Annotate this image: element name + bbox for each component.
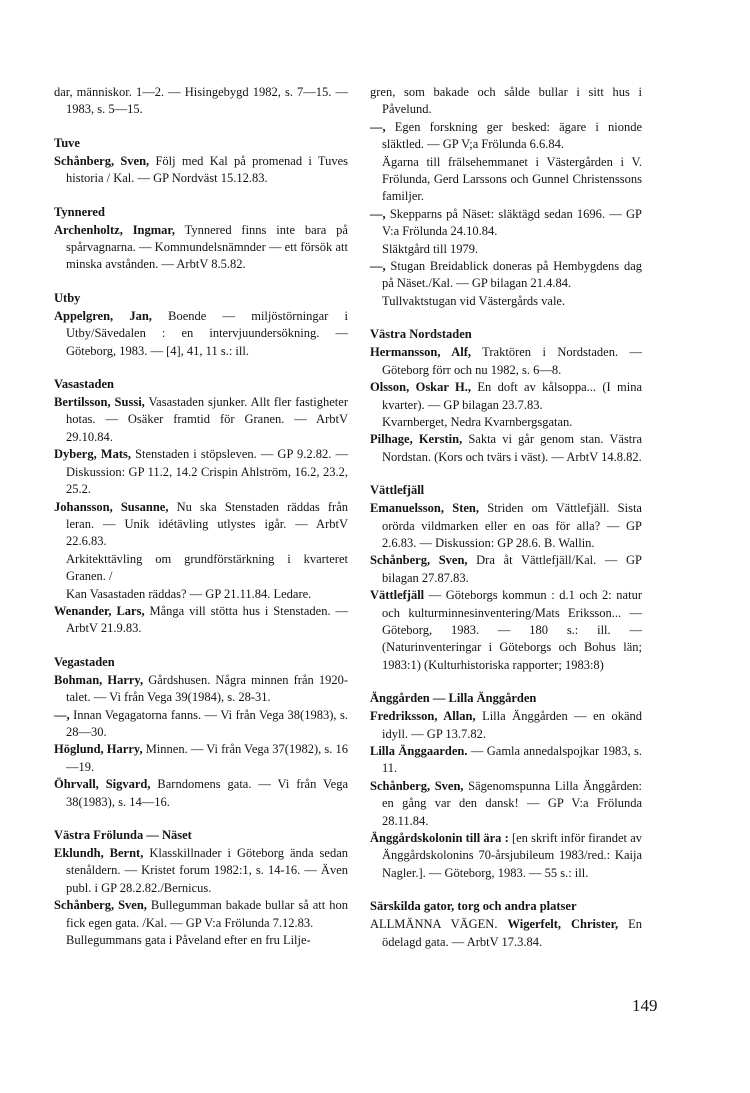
bibliography-section [370,690,642,882]
entry-author: Vättlefjäll [370,588,425,603]
entry-author: Wenander, Lars, [54,603,145,618]
entry-author: Olsson, Oskar H., [370,380,472,395]
entry-note-text: Ägarna till frälsehemmanet i Västergården i V. Frölunda, Gerd Larssons och Gunnel Christenssons familjer. [382,154,642,204]
bibliography-entry [54,776,348,811]
bibliography-entry [54,707,348,742]
entry-author: —, [370,206,386,221]
entry-text: Bullegumman bakade bullar så att hon fick egen gata. /Kal. — GP V:a Frölunda 7.12.83. [66,898,348,930]
bibliography-section [370,326,642,466]
right-column [370,84,642,967]
section-title: Vegastaden [54,654,115,669]
entry-text: dar, människor. 1—2. — Hisingebygd 1982, s. 7—15. — 1983, s. 5—15. [54,85,348,117]
entry-text: Lilla Änggården — en okänd idyll. — GP 13.7.82. [382,709,642,741]
entry-author: Fredriksson, Allan, [370,709,476,724]
left-column [54,84,348,965]
entry-author: Wigerfelt, Christer, [507,917,619,932]
entry-author: Lilla Änggaarden. [370,744,468,758]
entry-text: En ödelagd gata. — ArbtV 17.3.84. [382,917,642,949]
section-title: Utby [54,290,81,305]
entry-author: Archenholtz, Ingmar, [54,222,175,237]
section-title: Änggården — Lilla Änggården [370,691,537,706]
entry-author: Eklundh, Bernt, [54,846,144,860]
section-title: Tuve [54,135,80,150]
entry-author: Pilhage, Kerstin, [370,432,463,447]
entry-note [54,932,348,949]
bibliography-section [54,135,348,188]
section-title: Västra Nordstaden [370,327,472,342]
entry-note-text: Bullegummans gata i Påveland efter en fru Lilje- [66,933,311,948]
entry-text: Boende — miljöstörningar i Utby/Sävedalen : en intervjuundersökning. — Göteborg, 1983. — [4], 41, 11 s.: ill. [66,308,348,358]
entry-author: Schånberg, Sven, [54,153,150,168]
entry-note [54,551,348,586]
entry-author: Appelgren, Jan, [54,308,152,323]
entry-author: Bohman, Harry, [54,672,144,687]
entry-text: Sägenomspunna Lilla Änggården: en gång var den dansk! — GP V:a Frölunda 28.11.84. [382,778,643,828]
bibliography-section [54,376,348,638]
bibliography-entry [370,258,642,293]
entry-text: Många vill stötta hus i Stenstaden. — ArbtV 21.9.83. [66,603,348,636]
section-title: Västra Frölunda — Näset [54,828,192,842]
entry-text: Dra åt Vättlefjäll/Kal. — GP bilagan 27.87.83. [382,553,642,585]
entry-text: Barndomens gata. — Vi från Vega 38(1983), s. 14—16. [66,777,349,809]
entry-author: Änggårdskolonin till ära : [370,831,509,846]
bibliography-entry [370,708,642,743]
entry-text: Innan Vegagatorna fanns. — Vi från Vega 38(1983), s. 28—30. [66,707,348,739]
entry-author: Johansson, Susanne, [54,499,169,514]
entry-author: Hermansson, Alf, [370,345,471,360]
bibliography-entry [370,552,642,587]
bibliography-entry [370,119,642,154]
bibliography-section [54,654,348,811]
bibliography-entry [54,308,348,360]
entry-author: Öhrvall, Sigvard, [54,777,151,792]
entry-text: Minnen. — Vi från Vega 37(1982), s. 16—19. [66,742,349,774]
entry-text: Traktören i Nordstaden. — Göteborg förr och nu 1982, s. 6—8. [382,345,642,377]
entry-text: Egen forskning ger besked: ägare i nionde släktled. — GP V;a Frölunda 6.6.84. [382,119,642,152]
bibliography-entry [54,603,348,638]
bibliography-entry [370,431,642,466]
bibliography-entry [54,672,348,707]
entry-author: Dyberg, Mats, [54,447,131,462]
bibliography-section [54,204,348,274]
bibliography-section [370,84,642,310]
entry-text: Följ med Kal på promenad i Tuves historia / Kal. — GP Nordväst 15.12.83. [66,153,348,186]
bibliography-section [54,827,348,949]
bibliography-section [370,482,642,674]
entry-note-text: Arkitekttävling om grundförstärkning i kvarteret Granen. / [66,551,348,584]
bibliography-entry [54,394,348,446]
bibliography-section [54,84,348,119]
entry-author: Schånberg, Sven, [370,553,468,568]
entry-note-text: Vasastaden räddas? — GP 21.11.84. Ledare. [86,586,312,601]
entry-author: —, [370,119,386,134]
bibliography-entry [54,84,348,119]
entry-author: —, [370,259,386,274]
entry-text: — Göteborgs kommun : d.1 och 2: natur och kulturminnesinventering/Mats Eriksson... — Göteborg, 1983. — 180 s.: ill. — (Naturinventeringar i Göteborgs och Bohus län; 1983:1) (Kulturhistoriska rapporter; 1983:8) [382,588,642,672]
bibliography-entry [54,845,348,897]
entry-text: gren, som bakade och sålde bullar i sitt hus i Påvelund. [370,85,642,117]
entry-author: Höglund, Harry, [54,742,143,757]
entry-text: Stenstaden i stöpsleven. — GP 9.2.82. — Diskussion: GP 11.2, 14.2 Crispin Ahlström, 16.2, 23.2, 25.2. [66,447,348,497]
entry-note-text: Tullvaktstugan vid Västergårds vale. [382,293,566,308]
entry-text: Tynnered finns inte bara på spårvagnarna. — Kommundelsnämnder — ett försök att minska avstånden. — ArbtV 8.5.82. [66,222,348,272]
bibliography-section [54,290,348,360]
bibliography-section [370,898,642,951]
entry-note [370,414,642,431]
entry-text: Skepparns på Näset: släktägd sedan 1696. — GP V:a Frölunda 24.10.84. [382,206,642,239]
entry-text: ALLMÄNNA VÄGEN. [370,917,508,932]
entry-note [370,154,642,206]
entry-note [54,586,348,603]
bibliography-entry [54,153,348,188]
section-title: Vasastaden [54,377,114,392]
bibliography-entry [370,500,642,552]
entry-text: Vasastaden sjunker. Allt fler fastigheter hotas. — Osäker framtid för Granen. — ArbtV 29.10.84. [66,395,348,444]
entry-note [370,241,642,258]
entry-text: — Gamla annedalspojkar 1983, s. 11. [382,744,642,776]
entry-author: —, [54,707,70,722]
entry-text: Klasskillnader i Göteborg ända sedan stenåldern. — Kristet forum 1982:1, s. 14-16. — Även publ. i GP 28.2.82./Bernicus. [66,846,348,895]
page-number: 149 [632,996,658,1015]
bibliography-entry [54,446,348,498]
entry-text: [en skrift inför firandet av Änggårdskolonins 70-årsjubileum 1983/red.: Kaija Nagler.]. — Göteborg, 1983. — 55 s.: ill. [382,831,642,880]
entry-author: Schånberg, Sven, [54,898,147,913]
entry-text: Striden om Vättlefjäll. Sista orörda vildmarken eller en oas för alla? — GP 2.6.83. — Diskussion: GP 28.6. B. Wallin. [382,501,642,550]
bibliography-entry [370,916,642,951]
entry-text: Sakta vi går genom stan. Västra Nordstan. (Kors och tvärs i väst). — ArbtV 14.8.82. [382,432,642,464]
bibliography-entry [54,222,348,274]
entry-note [370,293,642,310]
bibliography-entry [370,206,642,241]
entry-text: En doft av kålsoppa... (I mina kvarter). — GP bilagan 23.7.83. [382,380,642,412]
section-title: Tynnered [54,204,105,219]
entry-note-bold: Kan [66,586,87,601]
bibliography-entry [370,379,642,414]
bibliography-entry [370,830,642,882]
section-title: Särskilda gator, torg och andra platser [370,899,577,914]
entry-author: Emanuelsson, Sten, [370,501,479,516]
entry-text: Nu ska Stenstaden räddas från leran. — Unik idétävling utlystes igår. — ArbtV 22.6.83. [66,499,348,549]
section-title: Vättlefjäll [370,483,425,498]
entry-text: Gårdshusen. Några minnen från 1920-talet. — Vi från Vega 39(1984), s. 28-31. [66,672,348,705]
entry-text: Stugan Breidablick doneras på Hembygdens dag på Näset./Kal. — GP bilagan 21.4.84. [382,259,642,291]
bibliography-entry [370,587,642,674]
bibliography-entry [370,344,642,379]
entry-note-text: Kvarnberget, Nedra Kvarnbergsgatan. [382,414,573,429]
entry-author: Bertilsson, Sussi, [54,395,145,410]
bibliography-entry [54,499,348,551]
bibliography-entry [370,743,642,778]
bibliography-entry [370,84,642,119]
entry-author: Schånberg, Sven, [370,778,464,793]
bibliography-entry [54,741,348,776]
bibliography-entry [54,897,348,932]
entry-note-text: Släktgård till 1979. [382,241,479,256]
bibliography-entry [370,778,642,830]
